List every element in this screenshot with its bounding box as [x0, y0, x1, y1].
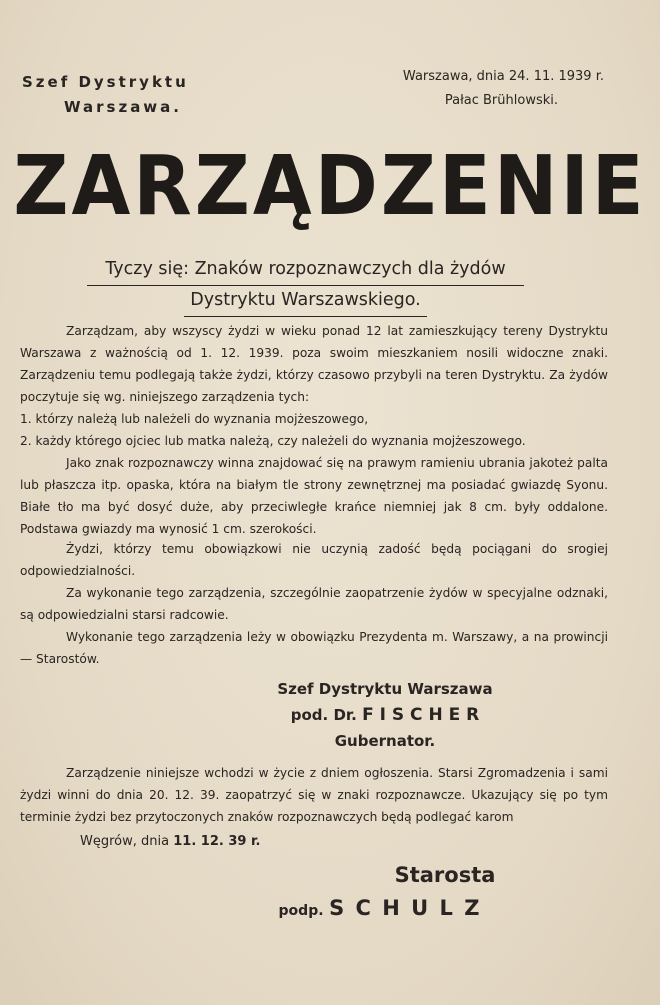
signature2-prefix: podp. [278, 903, 324, 919]
body-text-1: Zarządzam, aby wszyscy żydzi w wieku ponad 12 lat zamieszkujący tereny Dystryktu Warszawa z ważnością od 1. 12. 1939. poza swoim mieszkaniem nosili widoczne znaki. Zarządzeniu temu podlegają także żydzi, którzy czasowo przybyli na teren Dystryktu. Za żydów poczytuje się wg. niniejszego zarządzenia tych: [20, 324, 608, 404]
signature1-name: F I S C H E R [362, 705, 480, 725]
closing-text: Zarządzenie niniejsze wchodzi w życie z dniem ogłoszenia. Starsi Zgromadzenia i sami żydzi winni do dnia 20. 12. 39. zaopatrzyć się w znaki rozpoznawcze. Ukazujący się po tym terminie żydzi bez przytoczonych znaków rozpoznawczych będą podlegać karom [20, 766, 608, 824]
body-paragraph-5 [20, 626, 608, 670]
body-list-item-2: 2. każdy którego ojciec lub matka należą, czy należeli do wyznania mojżeszowego. [20, 434, 526, 448]
body-paragraph-1 [20, 320, 608, 408]
subject-block [68, 255, 543, 317]
body-paragraph-4 [20, 582, 608, 626]
body-text-5: Wykonanie tego zarządzenia leży w obowiązku Prezydenta m. Warszawy, a na prowincji — Starostów. [20, 630, 608, 666]
signature2-line [0, 896, 660, 920]
signature2-title: Starosta [394, 863, 496, 887]
place-date-block [403, 65, 604, 113]
issuer-line-1: Szef Dystryktu [22, 73, 189, 91]
date-line [80, 834, 260, 849]
subject-line-2: Dystryktu Warszawskiego. [184, 286, 426, 317]
signature1-line-1: Szef Dystryktu Warszawa [277, 680, 493, 698]
body-text-4: Za wykonanie tego zarządzenia, szczególnie zaopatrzenie żydów w specyjalne odznaki, są odpowiedzialni starsi radcowie. [20, 586, 608, 622]
issuer-block [22, 70, 189, 120]
subject-line-1: Tyczy się: Znaków rozpoznawczych dla żydów [87, 255, 523, 286]
closing-paragraph [20, 762, 608, 828]
place-line-2: Pałac Brühlowski. [444, 93, 558, 108]
signature2-name: S C H U L Z [329, 896, 482, 920]
date-prefix: Węgrów, dnia [80, 834, 170, 849]
body-text-2: Jako znak rozpoznawczy winna znajdować się na prawym ramieniu ubrania jakoteż palta lub płaszcza itp. opaska, która na białym tle strony zewnętrznej ma posiadać gwiazdę Syonu. Białe tło ma być dosyć duże, aby przeciwległe krańce niemniej jak 8 cm. były oddalone. Podstawa gwiazdy ma wynosić 1 cm. szerokości. [20, 456, 608, 536]
body-text-3: Żydzi, którzy temu obowiązkowi nie uczynią zadość będą pociągani do srogiej odpowiedzialności. [20, 542, 608, 578]
signature1-line-2 [110, 702, 660, 728]
issuer-line-2: Warszawa. [64, 98, 182, 116]
signature1-prefix: pod. Dr. [290, 706, 357, 724]
document-title: ZARZĄDZENIE [13, 137, 647, 234]
body-paragraph-2 [20, 452, 608, 540]
signature1-line-3: Gubernator. [334, 732, 436, 750]
body-paragraph-3 [20, 538, 608, 582]
date-value: 11. 12. 39 r. [173, 834, 261, 849]
signature-block-1 [0, 676, 660, 754]
place-line-1: Warszawa, dnia 24. 11. 1939 r. [402, 69, 604, 84]
body-list-item-1: 1. którzy należą lub należeli do wyznania mojżeszowego, [20, 412, 369, 426]
